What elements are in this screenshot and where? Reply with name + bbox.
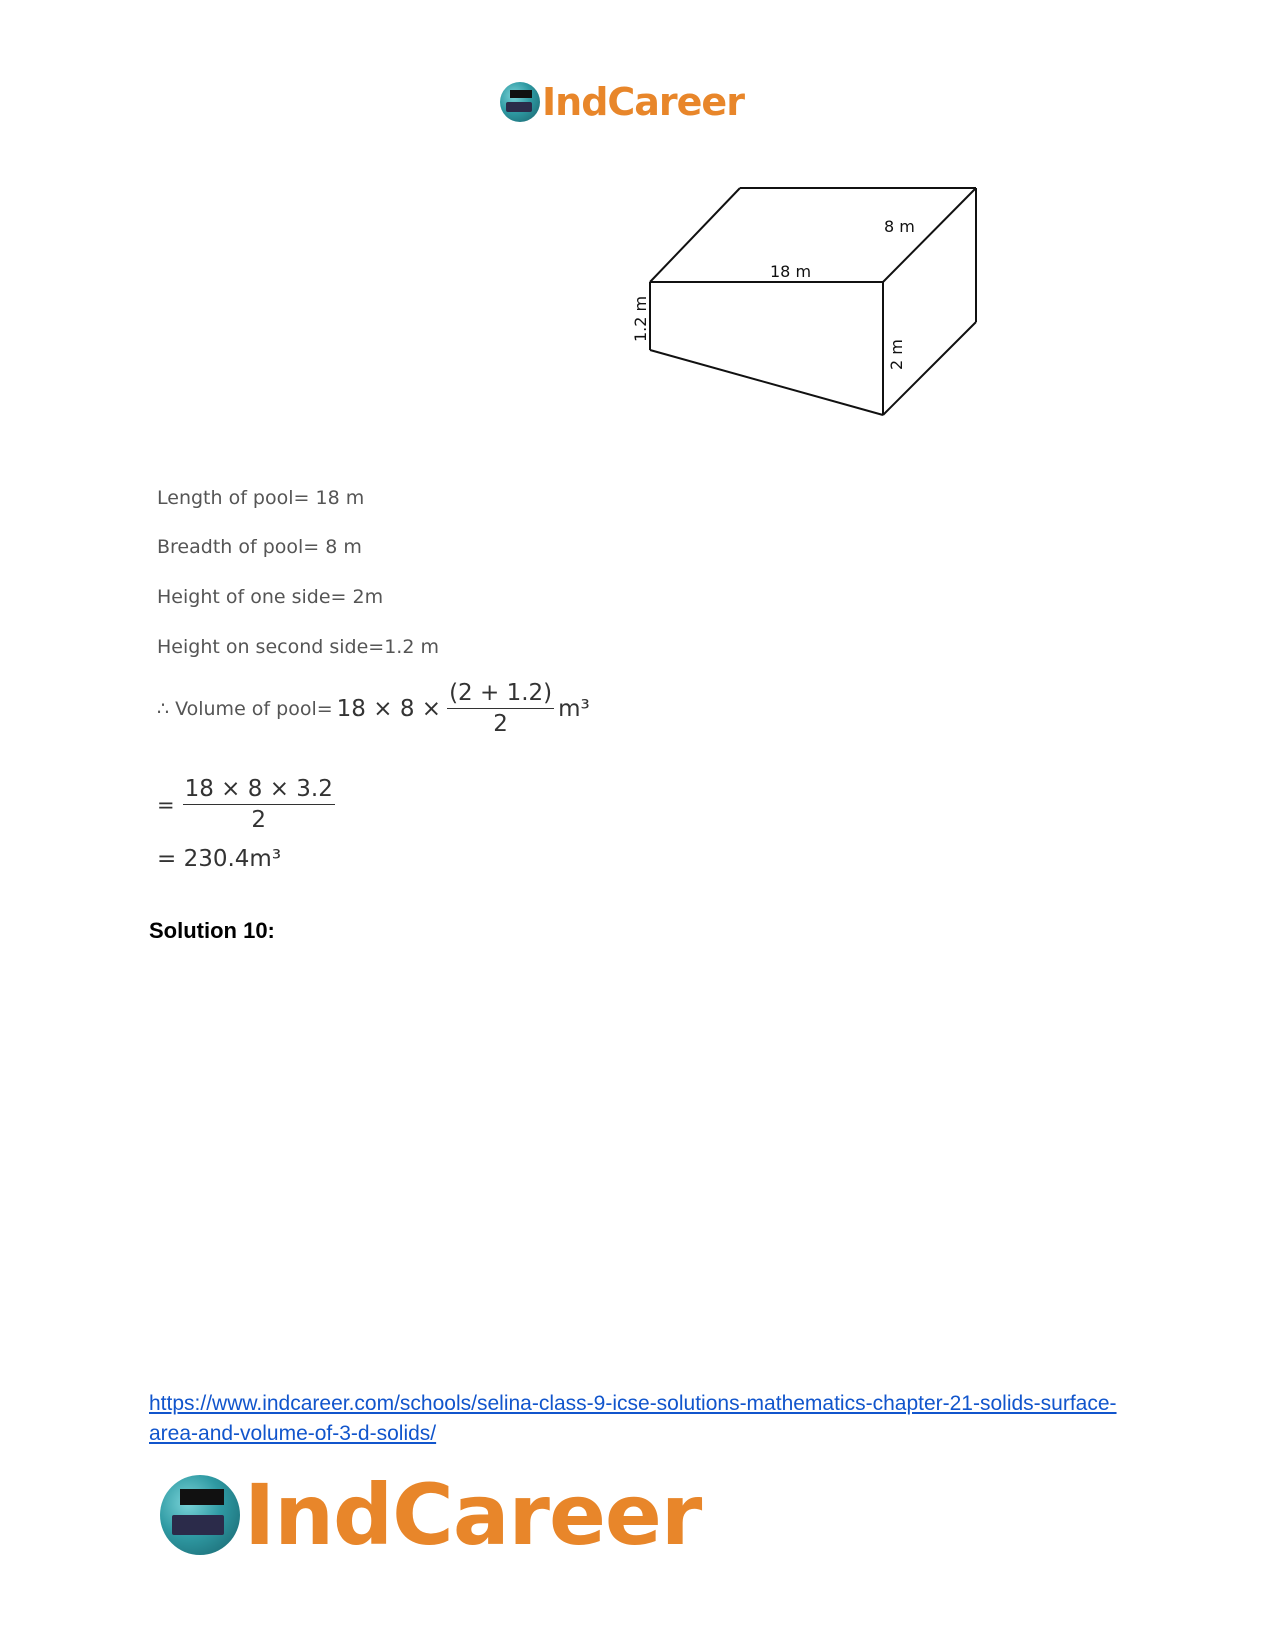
given-breadth: Breadth of pool= 8 m	[157, 536, 362, 558]
volume-label: Volume of pool=	[175, 697, 333, 720]
globe-book-icon	[500, 82, 540, 122]
graduation-cap-icon	[180, 1489, 224, 1505]
globe-book-icon	[160, 1475, 240, 1555]
solution-heading: Solution 10:	[149, 918, 275, 943]
given-height-one: Height of one side= 2m	[157, 586, 384, 608]
source-link[interactable]: https://www.indcareer.com/schools/selina-class-9-icse-solutions-mathematics-chapter-21-solids-surface-area-and-volume-of-3-d-solids/	[149, 1392, 1117, 1445]
shallow-height-label: 1.2 m	[631, 295, 650, 342]
given-length: Length of pool= 18 m	[157, 487, 365, 509]
pool-prism-diagram	[631, 180, 1000, 440]
deep-height-label: 2 m	[887, 339, 906, 370]
graduation-cap-icon	[510, 90, 532, 98]
volume-prefix: 18 × 8 ×	[336, 695, 442, 722]
breadth-label: 8 m	[884, 217, 915, 236]
volume-denominator: 2	[493, 711, 508, 737]
indcareer-logo-header	[500, 80, 744, 124]
top-left-edge	[650, 188, 740, 282]
step-numerator: 18 × 8 × 3.2	[183, 776, 335, 805]
length-label: 18 m	[770, 262, 812, 281]
volume-equation	[157, 680, 590, 737]
equals-sign: =	[157, 792, 175, 817]
indcareer-logo-footer	[160, 1466, 701, 1564]
volume-fraction	[447, 680, 554, 737]
therefore-symbol: ∴	[157, 697, 170, 720]
step-fraction	[183, 776, 335, 833]
slanted-bottom-edge	[650, 350, 883, 415]
step-equation	[157, 776, 335, 833]
book-icon	[172, 1515, 224, 1535]
given-height-two: Height on second side=1.2 m	[157, 636, 439, 658]
logo-wordmark: IndCareer	[542, 80, 744, 124]
volume-numerator: (2 + 1.2)	[447, 680, 554, 709]
volume-unit: m³	[558, 695, 590, 722]
book-icon	[506, 102, 532, 112]
logo-wordmark: IndCareer	[244, 1466, 702, 1564]
volume-result: = 230.4m³	[157, 846, 282, 872]
step-denominator: 2	[251, 807, 267, 833]
